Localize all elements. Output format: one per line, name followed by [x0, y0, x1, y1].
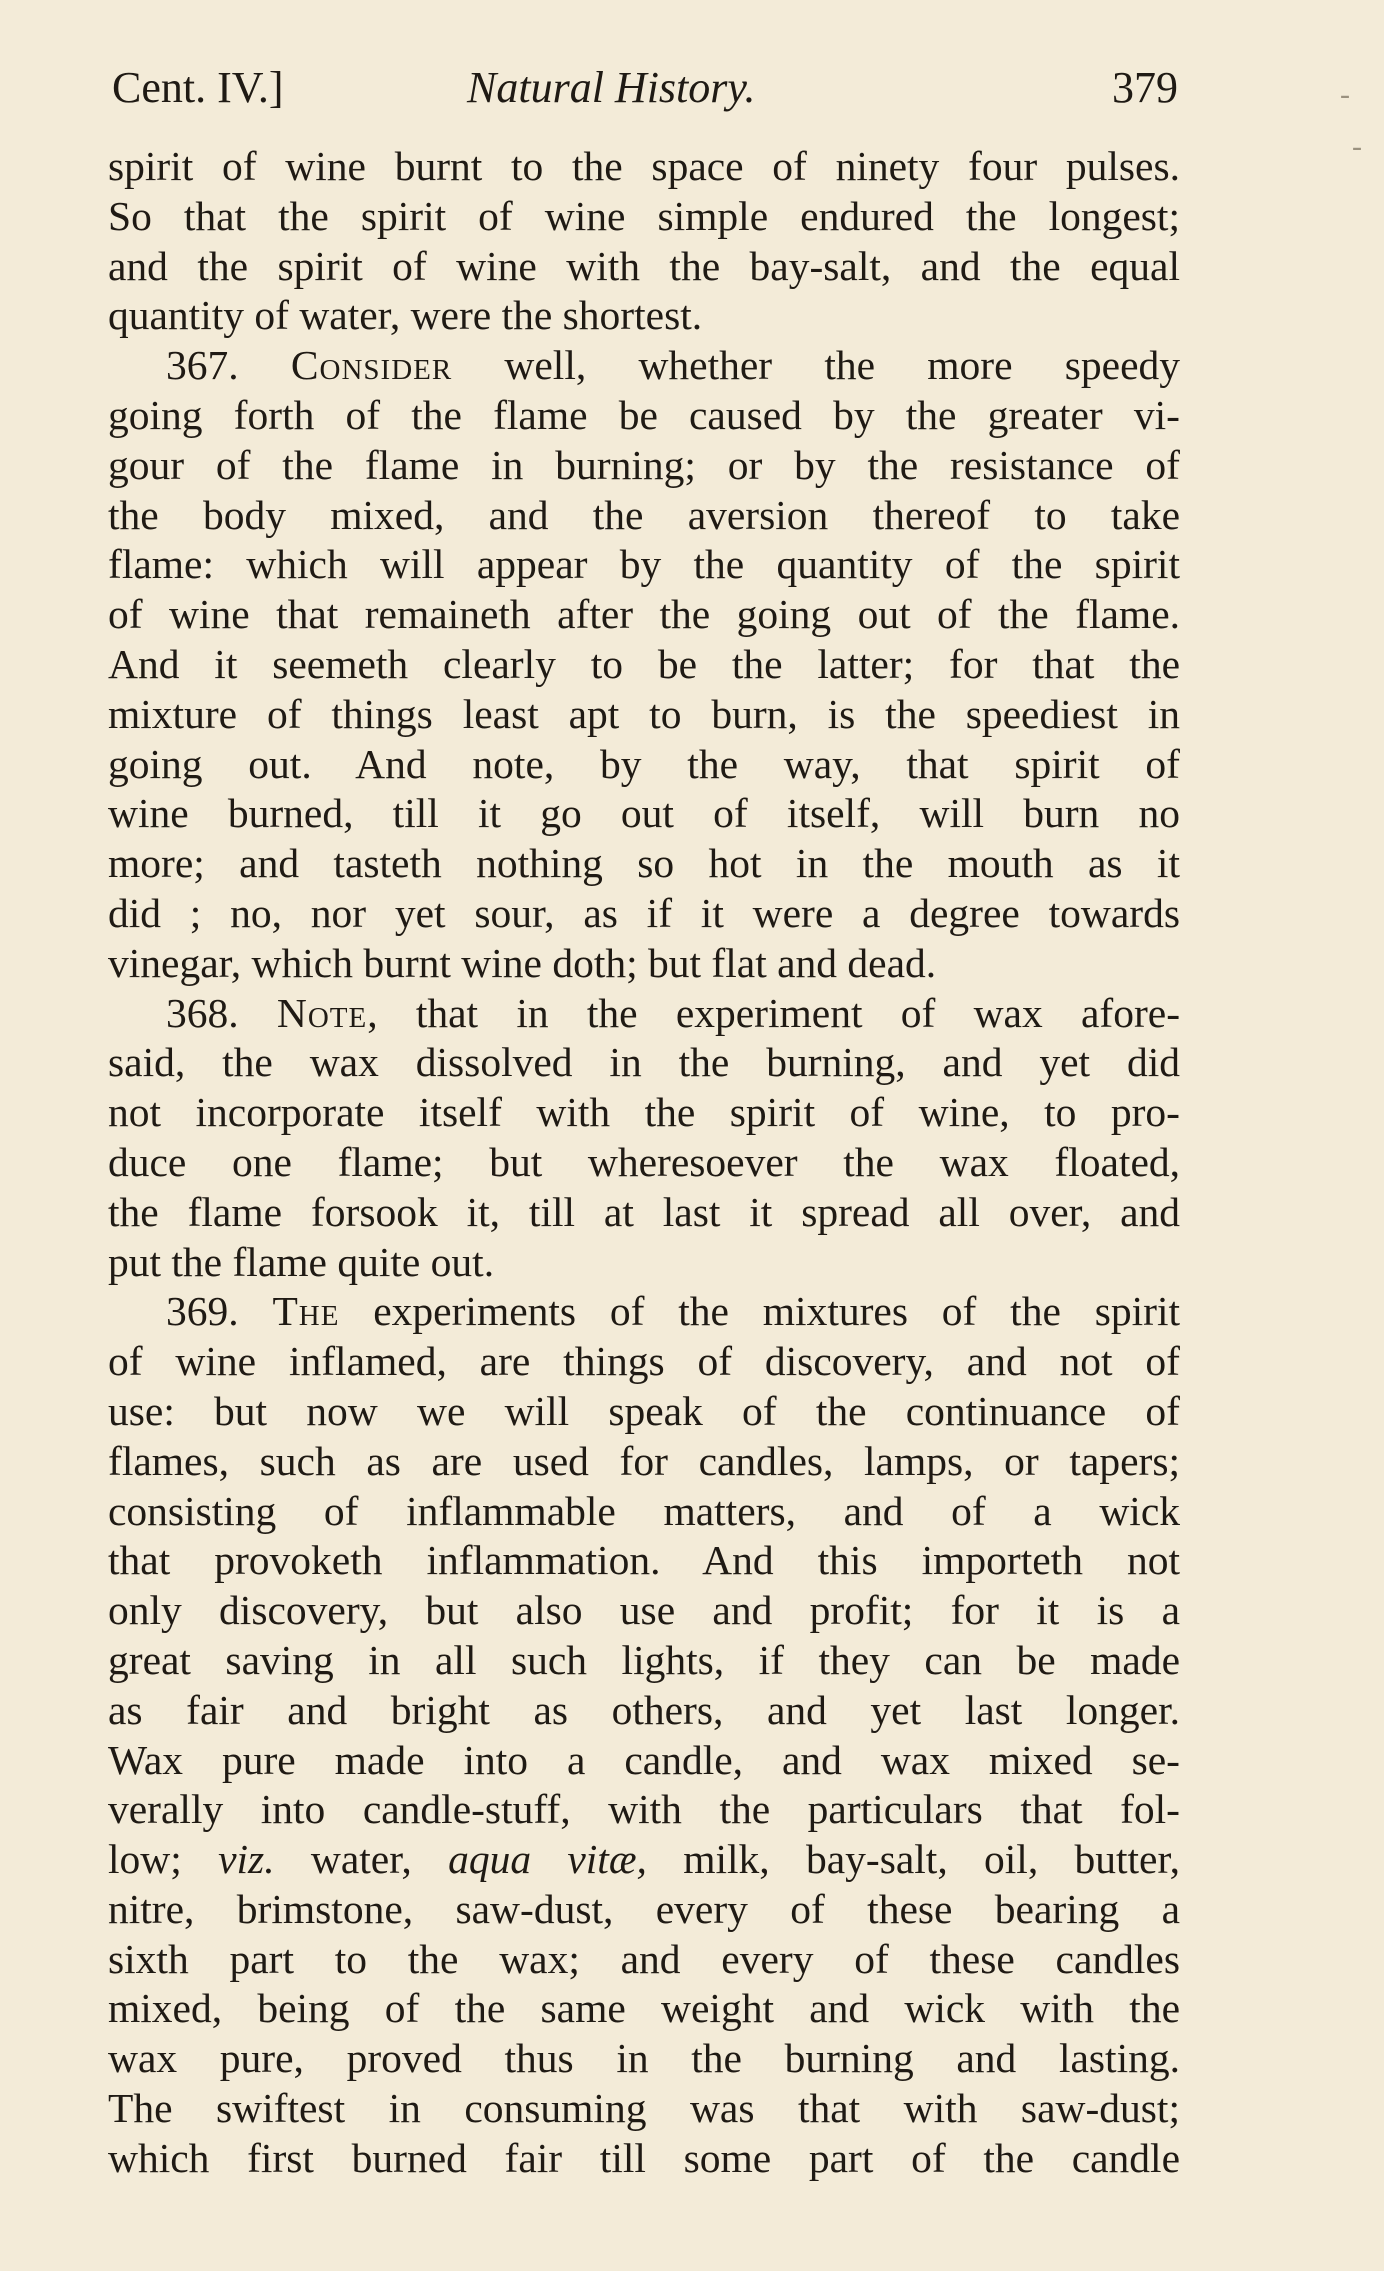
paragraph-first-line-text: well, whether the more speedy	[452, 342, 1180, 389]
text-line: the flame forsook it, till at last it spread all over, and	[108, 1188, 1180, 1235]
text-line: only discovery, but also use and profit; for it is a	[108, 1587, 1180, 1634]
text-line: And it seemeth clearly to be the latter; for that the	[108, 640, 1180, 687]
text-line: mixture of things least apt to burn, is the speediest in	[108, 690, 1180, 737]
text-line: wine burned, till it go out of itself, will burn no	[108, 790, 1180, 837]
italic-viz: viz.	[218, 1836, 275, 1883]
text-line: not incorporate itself with the spirit of wine, to pro-	[108, 1089, 1180, 1136]
text-line: the body mixed, and the aversion thereof to take	[108, 491, 1180, 538]
body-text	[108, 142, 1180, 2184]
text-line: The swiftest in consuming was that with saw-dust;	[108, 2085, 1180, 2132]
paragraph-first-line	[108, 989, 1180, 1039]
text-line: of wine inflamed, are things of discovery, and not of	[108, 1338, 1180, 1385]
running-head-title: Natural History.	[467, 63, 756, 112]
text-line: going out. And note, by the way, that spirit of	[108, 740, 1180, 787]
page-number: 379	[1112, 63, 1178, 112]
paragraph-first-line	[108, 1287, 1180, 1337]
text-line: as fair and bright as others, and yet last longer.	[108, 1686, 1180, 1733]
text-line: So that the spirit of wine simple endured the longest;	[108, 192, 1180, 239]
text-line: wax pure, proved thus in the burning and lasting.	[108, 2035, 1180, 2082]
text-line: said, the wax dissolved in the burning, and yet did	[108, 1039, 1180, 1086]
text-line: of wine that remaineth after the going out of the flame.	[108, 591, 1180, 638]
text-line: flame: which will appear by the quantity of the spirit	[108, 541, 1180, 588]
paragraph-lead-word: Note	[276, 989, 368, 1036]
text-line: and the spirit of wine with the bay-salt, and the equal	[108, 242, 1180, 289]
text-line: gour of the flame in burning; or by the resistance of	[108, 441, 1180, 488]
text-line: going forth of the flame be caused by the greater vi-	[108, 391, 1180, 438]
margin-mark: -	[1340, 78, 1350, 111]
paragraph-number: 367.	[166, 342, 239, 389]
text-line-viz	[108, 1835, 1180, 1885]
text-fragment: milk, bay-salt, oil, butter,	[646, 1836, 1181, 1883]
paragraph-first-line	[108, 341, 1180, 391]
text-line: vinegar, which burnt wine doth; but flat and dead.	[108, 939, 937, 986]
paragraph-367	[108, 341, 1180, 988]
paragraph-368	[108, 989, 1180, 1288]
text-line: flames, such as are used for candles, lamps, or tapers;	[108, 1437, 1180, 1484]
text-line: duce one flame; but wheresoever the wax floated,	[108, 1138, 1180, 1185]
text-line: nitre, brimstone, saw-dust, every of these bearing a	[108, 1885, 1180, 1932]
text-line: that provoketh inflammation. And this importeth not	[108, 1537, 1180, 1584]
text-line: more; and tasteth nothing so hot in the mouth as it	[108, 840, 1180, 887]
paragraph-first-line-text: experiments of the mixtures of the spirit	[339, 1288, 1180, 1335]
text-line: Wax pure made into a candle, and wax mixed se-	[108, 1736, 1180, 1783]
text-line: put the flame quite out.	[108, 1238, 495, 1285]
text-line: spirit of wine burnt to the space of ninety four pulses.	[108, 143, 1180, 189]
text-line: mixed, being of the same weight and wick with the	[108, 1985, 1180, 2032]
text-line: which first burned fair till some part of the candle	[108, 2134, 1180, 2181]
text-line: sixth part to the wax; and every of these candles	[108, 1935, 1180, 1982]
paragraph-369	[108, 1287, 1180, 2183]
paragraph-first-line-text: , that in the experiment of wax afore-	[367, 989, 1181, 1036]
text-line: verally into candle-stuff, with the particulars that fol-	[108, 1786, 1180, 1833]
text-line: great saving in all such lights, if they can be made	[108, 1636, 1180, 1683]
paragraph-continued	[108, 142, 1180, 341]
italic-aqua-vitae: aqua vitæ,	[448, 1836, 647, 1883]
text-fragment: water,	[274, 1836, 449, 1883]
margin-mark: -	[1352, 130, 1362, 163]
running-head	[112, 62, 1178, 122]
paragraph-lead-word: The	[272, 1288, 340, 1335]
text-line: quantity of water, were the shortest.	[108, 292, 703, 339]
text-line: did ; no, nor yet sour, as if it were a degree towards	[108, 889, 1180, 936]
paragraph-number: 369.	[166, 1288, 239, 1335]
text-fragment: low;	[108, 1836, 219, 1883]
running-head-section: Cent. IV.]	[112, 63, 284, 112]
text-line: consisting of inflammable matters, and of a wick	[108, 1487, 1180, 1534]
text-line: use: but now we will speak of the continuance of	[108, 1387, 1180, 1434]
paragraph-number: 368.	[166, 989, 239, 1036]
paragraph-lead-word: Consider	[290, 342, 453, 389]
